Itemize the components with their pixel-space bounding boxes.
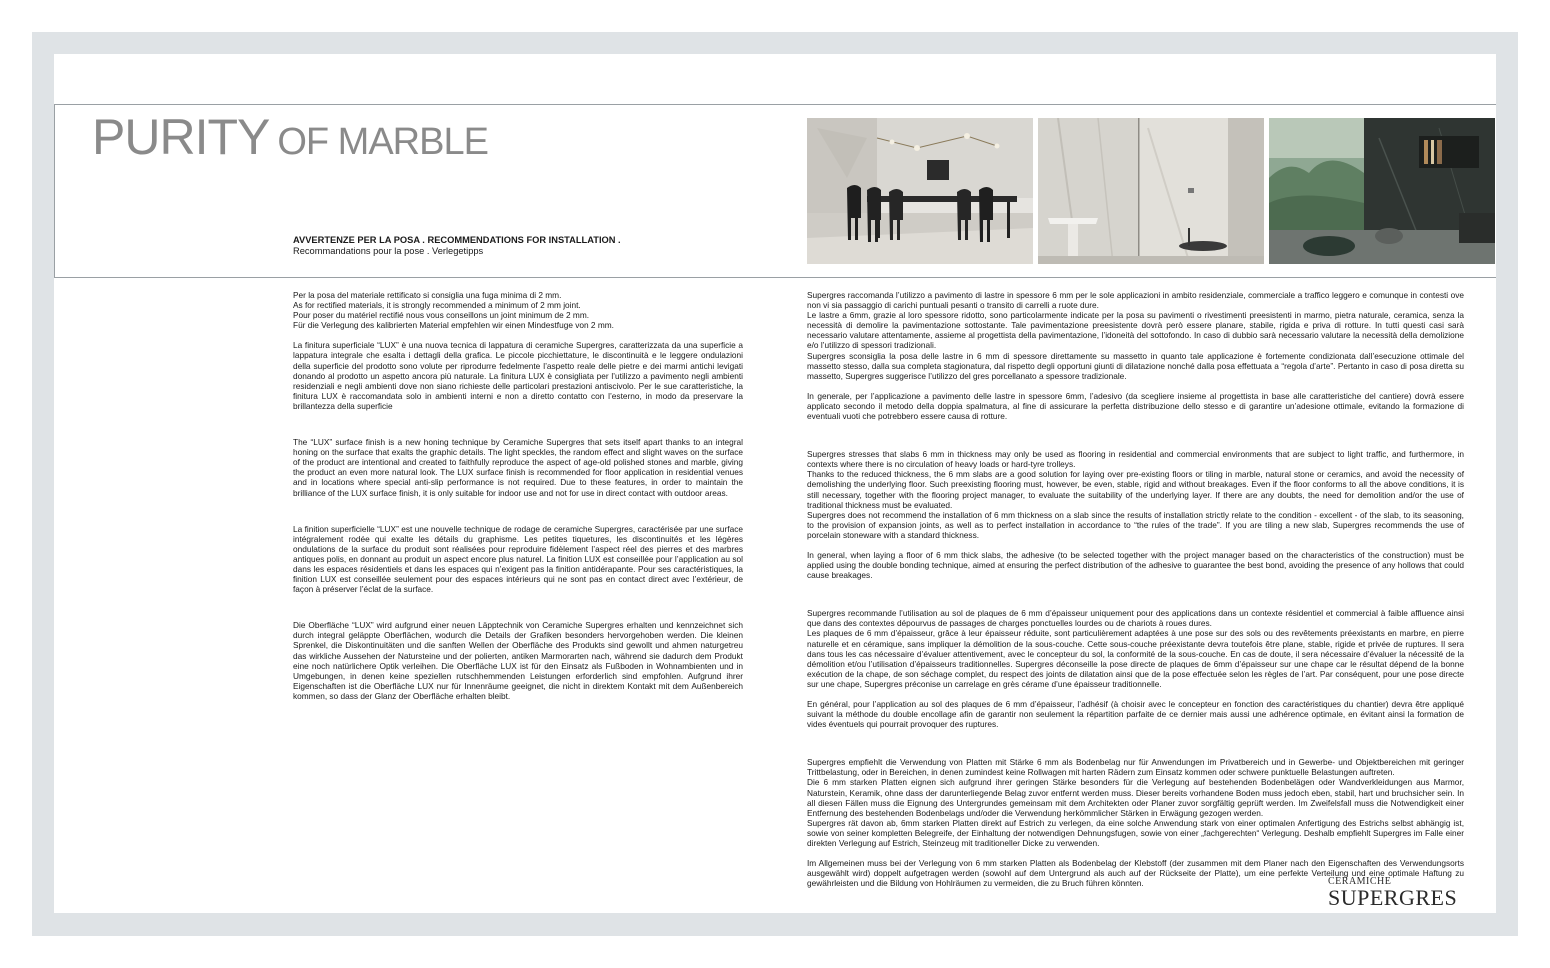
thin-slab-en-2: Thanks to the reduced thickness, the 6 mm slabs are a good solution for laying over pre-existing floors or tiling in marble, natural stone or ceramics, and avoid the necessity of demolishing the underlying floor. Such preexisting flooring must, however, be even, stable, rigid and without breakages. Even if the floor conforms to all the above conditions, it is still necessary, together with the flooring project manager, to evaluate the suitability of the underlying layer. If there are any doubts, the need for demolition and/or the use of traditional thickness must be evaluated.: [807, 469, 1464, 510]
thin-slab-fr-3: En général, pour l’application au sol des plaques de 6 mm d’épaisseur, l’adhésif (à choisir avec le concepteur en fonction des caractéristiques du chantier) devra être appliqué suivant la méthode du double encollage afin de garantir non seulement la répartition parfaite de ce dernier mais aussi une adhérence optimale, en évitant ainsi la formation de vides éventuels qui pourrait provoquer des ruptures.: [807, 699, 1464, 730]
left-text-column: [293, 290, 743, 701]
subheading-line-1: AVVERTENZE PER LA POSA . RECOMMENDATIONS FOR INSTALLATION .: [293, 235, 621, 245]
lux-paragraph-it: La finitura superficiale “LUX” è una nuova tecnica di lappatura di ceramiche Supergres, caratterizzata da una superficie a lappatura integrale che esalta i dettagli della grafica. Le piccole picchiettature, le discontinuità e le leggere ondulazioni della superficie del prodotto sono volute per riprodurre fedelmente l’aspetto reale delle pietre e dei marmi antichi levigati donando al prodotto un aspetto ancora più naturale. La finitura LUX è consigliata per l’utilizzo a pavimento negli ambienti residenziali e negli ambienti dove non siano richieste delle particolari prestazioni antiscivolo. Per le sue caratteristiche, la finitura LUX è raccomandata solo in ambienti interni e non a diretto contatto con l’esterno, in modo da preservare la brillantezza della superficie: [293, 340, 743, 411]
thin-slab-it-4: In generale, per l’applicazione a pavimento delle lastre in spessore 6mm, l’adesivo (da scegliere insieme al progettista in base alle caratteristiche del cantiere) dovrà essere applicato secondo il metodo della doppia spalmatura, al fine di assicurare la perfetta distribuzione dello stesso e di garantire un’adesione ottimale, evitando la formazione di eventuali vuoti che potrebbero essere causa di rotture.: [807, 390, 1464, 422]
joint-note-en: As for rectified materials, it is strongly recommended a minimum of 2 mm joint.: [293, 300, 581, 311]
logo-top-text: CERAMICHE: [1328, 876, 1392, 887]
thin-slab-fr-2: Les plaques de 6 mm d’épaisseur, grâce à leur épaisseur réduite, sont particulièrement adaptées à une pose sur des sols ou des revêtements préexistants en marbre, en pierre naturelle et en céramique, sans impliquer la démolition de la sous-couche. Cette sous-couche préexistante devra toutefois être plane, stable, rigide et privée de ruptures. Il sera dans tous les cas nécessaire d’évaluer attentivement, avec le concepteur du sol, la conformité de la sous-couche. En cas de doute, il sera nécessaire d’évaluer la nécessité de la démolition et/ou l’utilisation d’épaisseurs traditionnelles. Supergres déconseille la pose directe de plaques de 6mm d’épaisseur sur une chape car le résultat dépend de la bonne exécution de la chape, de son séchage complet, du respect des joints de dilatation ainsi que de la pose effectuée selon les règles de l’art. Par conséquent, pour une pose directe sur une chape, Supergres préconise un carrelage en grès cérame d’une épaisseur traditionnelle.: [807, 628, 1464, 689]
living-room-photo: [1269, 118, 1495, 264]
page-title: [92, 108, 488, 166]
lux-paragraph-fr: La finition superficielle “LUX” est une nouvelle technique de rodage de ceramiche Supergres, caractérisée par une surface intégralement rodée qui exalte les détails du graphisme. Les petites tiquetures, les discontinuités et les légères ondulations de la surface du produit sont réalisées pour reproduire fidèlement l’aspect réel des pierres et des marbres antiques polis, en donnant au produit un aspect encore plus naturel. La finition LUX est conseillée pour l’application au sol dans les espaces résidentiels et dans les espaces qui n’exigent pas la finition antidérapante. Pour ses caractéristiques, la finition LUX est conseillée seulement pour des espaces intérieurs qui ne sont pas en contact direct avec l’extérieur, de façon à préserver l’éclat de la surface.: [293, 523, 743, 595]
thin-slab-en-4: In general, when laying a floor of 6 mm thick slabs, the adhesive (to be selected together with the project manager based on the characteristics of the construction) must be applied using the double bonding technique, aimed at ensuring the perfect distribution of the adhesive to guarantee the best bond, avoiding the presence of any hollows that could cause breakages.: [807, 549, 1464, 581]
supergres-logo: [1328, 876, 1468, 909]
logo-bottom-text: SUPERGRES: [1328, 885, 1458, 910]
joint-note-fr: Pour poser du matériel rectifié nous vous conseillons un joint minimum de 2 mm.: [293, 310, 590, 321]
thin-slab-en-3: Supergres does not recommend the installation of 6 mm thickness on a slab since the results of installation strictly relate to the condition - excellent - of the slab, to its seasoning, to the provision of expansion joints, as well as to perfect installation in accordance to “the rules of the trade”. If you are tiling a new slab, Supergres recommends the use of porcelain stoneware with a standard thickness.: [807, 509, 1464, 540]
thin-slab-de-4: Im Allgemeinen muss bei der Verlegung von 6 mm starken Platten als Bodenbelag der Klebstoff (der zusammen mit dem Planer nach den Eigenschaften des Verwendungsorts ausgewählt wird) doppelt aufgetragen werden (sowohl auf dem Untergrund als auch auf der Rückseite der Platte), um eine perfekte Verteilung und eine optimale Haftung zu gewährleisten und die Bildung von Hohlräumen zu vermeiden, die zu Bruch führen könnten.: [807, 858, 1464, 889]
lux-paragraph-de: Die Oberfläche “LUX” wird aufgrund einer neuen Läpptechnik von Ceramiche Supergres erhalten und kennzeichnet sich durch integral geläppte Oberflächen, wodurch die Details der Grafiken besonders hervorgehoben werden. Die kleinen Sprenkel, die Diskontinuitäten und die sanften Wellen der Oberfläche des Produkts sind gewollt und ahmen naturgetreu das wirkliche Aussehen der Natursteine und der polierten, antiken Marmorarten nach, während sie dadurch dem Produkt eine noch natürlichere Optik verleihen. Die Oberfläche LUX ist für den Einsatz als Fußboden in Wohnambienten und in Umgebungen, in denen keine speziellen rutschhemmenden Leistungen erforderlich sind empfohlen. Aufgrund ihrer Eigenschaften ist die Oberfläche LUX nur für Innenräume geeignet, die nicht in direktem Kontakt mit dem Außenbereich kommen, so dass der Glanz der Oberfläche erhalten bleibt.: [293, 620, 743, 701]
thin-slab-fr-1: Supergres recommande l’utilisation au sol de plaques de 6 mm d’épaisseur uniquement pour des applications dans un contexte résidentiel et commercial à faible affluence ainsi que dans des contextes dépourvus de passages de charges ponctuelles lourdes ou de chariots à roues dures.: [807, 608, 1464, 629]
bathroom-photo: [1038, 118, 1264, 264]
title-main: PURITY: [92, 109, 270, 165]
dining-room-photo: [807, 118, 1033, 264]
installation-subheading: [293, 235, 773, 257]
joint-note-it: Per la posa del materiale rettificato si consiglia una fuga minima di 2 mm.: [293, 290, 562, 300]
subheading-line-2: Recommandations pour la pose . Verlegetipps: [293, 246, 484, 256]
lux-paragraph-en: The “LUX” surface finish is a new honing technique by Ceramiche Supergres that sets itself apart thanks to an integral honing on the surface that exalts the graphic details. The light speckles, the random effect and slight waves on the surface of the product are intentional and created to faithfully reproduce the aspect of age-old polished stones and marble, giving the product an even more natural look. The LUX surface finish is recommended for floor application in residential venues and in locations where special anti-slip performance is not required. Due to these features, in order to maintain the brilliance of the LUX surface finish, it is only suitable for indoor use and not for use in direct contact with outdoor areas.: [293, 437, 743, 498]
thin-slab-de-1: Supergres empfiehlt die Verwendung von Platten mit Stärke 6 mm als Bodenbelag nur für Anwendungen im Privatbereich und in Gewerbe- und Objektbereichen mit geringer Trittbelastung, oder in Bereichen, in denen zumindest keine Rollwagen mit harten Rädern zum Einsatz kommen oder schwere punktuelle Belastungen auftreten.: [807, 757, 1464, 778]
thin-slab-it-3: Supergres sconsiglia la posa delle lastre in 6 mm di spessore direttamente su massetto in quanto tale applicazione è fortemente condizionata dall’esecuzione ottimale del massetto stesso, dalla sua completa stagionatura, dal rispetto degli opportuni giunti di dilatazione nonché dalla posa effettuata a “regola d’arte”. Pertanto in caso di posa diretta su massetto, Supergres suggerisce l’utilizzo del gres porcellanato a spessore tradizionale.: [807, 350, 1464, 381]
title-sub: OF MARBLE: [277, 121, 488, 163]
thin-slab-de-2: Die 6 mm starken Platten eignen sich aufgrund ihrer geringen Stärke besonders für die Verlegung auf bestehenden Bodenbelägen oder Wandverkleidungen aus Marmor, Naturstein, Keramik, ohne dass der darunterliegende Belag zuvor entfernt werden muss. Dieser bereits vorhandene Boden muss jedoch eben, stabil, hart und bruchsicher sein. In all diesen Fällen muss die Eignung des Untergrundes gemeinsam mit dem Architekten oder Planer zuvor sorgfältig geprüft werden. Im Zweifelsfall muss die Notwendigkeit einer Entfernung des bestehenden Bodenbelags und/oder die Verwendung herkömmlicher Stärken in Erwägung gezogen werden.: [807, 777, 1464, 818]
document-page: [54, 54, 1496, 913]
thin-slab-it-2: Le lastre a 6mm, grazie al loro spessore ridotto, sono particolarmente indicate per la posa su pavimenti o rivestimenti preesistenti in marmo, pietra naturale, ceramica, senza la necessità di demolire la pavimentazione sottostante. Tale pavimentazione preesistente dovrà però essere planare, stabile, rigida e priva di rotture. In tutti questi casi sarà necessario valutare attentamente, assieme al progettista della pavimentazione, l’idoneità del sottofondo. In caso di dubbio sarà necessario valutare la necessità della demolizione e/o l’utilizzo di spessori tradizionali.: [807, 310, 1464, 351]
thin-slab-de-3: Supergres rät davon ab, 6mm starken Platten direkt auf Estrich zu verlegen, da eine solche Anwendung stark von einer optimalen Anfertigung des Estrichs selbst abhängig ist, sowie von seiner kompletten Belegreife, der Einhaltung der notwendigen Dehnungsfugen, sowie von einer „fachgerechten“ Verlegung. Deshalb empfiehlt Supergres im Falle einer direkten Verlegung auf Estrich, Steinzeug mit traditioneller Dicke zu verwenden.: [807, 817, 1464, 849]
thin-slab-it-1: Supergres raccomanda l’utilizzo a pavimento di lastre in spessore 6 mm per le sole applicazioni in ambito residenziale, commerciale a traffico leggero e comunque in contesti ove non vi sia passaggio di carichi puntuali pesanti o transito di carrelli a ruote dure.: [807, 290, 1464, 311]
right-text-column: [807, 290, 1464, 888]
thin-slab-en-1: Supergres stresses that slabs 6 mm in thickness may only be used as flooring in residential and commercial environments that are subject to light traffic, and furthermore, in contexts where there is no circulation of heavy loads or hard-tyre trolleys.: [807, 449, 1464, 470]
joint-note-de: Für die Verlegung des kalibrierten Material empfehlen wir einen Mindestfuge von 2 mm.: [293, 320, 614, 331]
